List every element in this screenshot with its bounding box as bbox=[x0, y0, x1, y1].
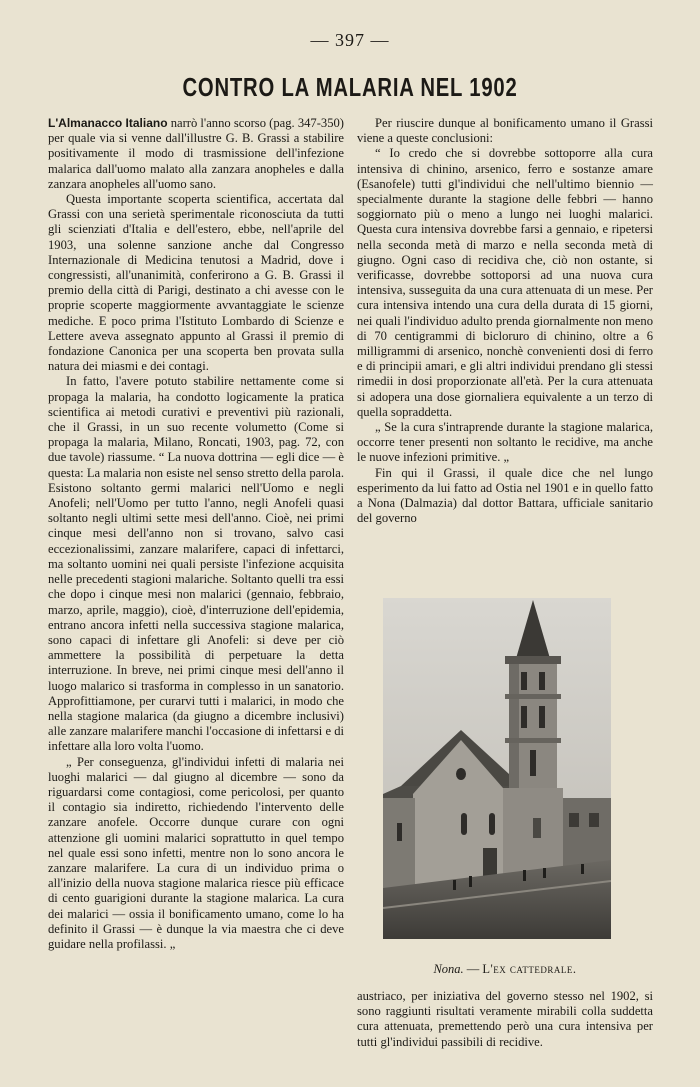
paragraph: Fin qui il Grassi, il quale dice che nel lungo esperimento da lui fatto ad Ostia nel 1901 e in quello fatto a Nona (Dalmazia) dal dottor Battara, ufficiale sanitario del governo bbox=[357, 465, 653, 526]
paragraph: Questa importante scoperta scientifica, accertata dal Grassi con una serietà sperimentale riconosciuta da tutti gli scienziati d'Italia e dell'estero, ebbe, nell'aprile del 1903, una solenne sanzione anche dal Congresso Internazionale di Medicina tenutosi a Madrid, dove i congressisti, all'unanimità, conferirono a G. B. Grassi il premio della città di Parigi, destinato a chi avesse con le proprie scoperte maggiormente avvantaggiate le scienze mediche. E poco prima l'Istituto Lombardo di Scienze e Lettere aveva assegnato appunto al Grassi il premio di fondazione Canonica per una scoperta ben provata sulla natura dei miasmi e dei contagi. bbox=[48, 192, 344, 374]
left-column bbox=[48, 116, 344, 952]
paragraph: L'Almanacco Italiano narrò l'anno scorso (pag. 347-350) per quale via si venne dall'illustre G. B. Grassi a stabilire positivamente il modo di trasmissione dell'infezione malarica dall'uomo malato alla zanzara anopheles e dalla zanzara anopheles all'uomo sano. bbox=[48, 116, 344, 191]
article-title: CONTRO LA MALARIA NEL 1902 bbox=[182, 72, 518, 102]
caption-place: Nona. bbox=[433, 962, 464, 976]
right-column-bottom bbox=[357, 989, 653, 1050]
page-number: — 397 — bbox=[310, 30, 390, 50]
paragraph: „ Se la cura s'intraprende durante la stagione malarica, occorre tener presenti non soltanto le recidive, ma anche le nuove infezioni primitive. „ bbox=[357, 420, 653, 465]
photo-caption bbox=[357, 962, 653, 977]
paragraph: In fatto, l'avere potuto stabilire nettamente come si propaga la malaria, ha condotto logicamente la pratica scientifica ai metodi curativi e preventivi più razionali, che il Grassi, in un suo recente volumetto (Come si propaga la malaria, Milano, Roncati, 1903, pag. 72, con due tavole) riassume. “ La nuova dottrina — egli dice — è questa: La malaria non esiste nel senso stretto della parola. Esistono soltanto germi malarici nell'Uomo e negli Anofeli; nell'Uomo per tutto l'anno, negli Anofeli quasi soltanto negli ultimi sette mesi dell'anno. Cioè, nei primi cinque mesi dell'anno non si trovano, salvo casi eccezionalissimi, zanzare malarifere, capaci di infettarci, ma soltanto uomini nei quali persiste l'infezione acquisita nelle precedenti stagioni malariche. Soltanto quelli tra essi che dopo i cinque mesi non malarici (gennaio, febbraio, marzo, aprile, maggio), cioè, d'interruzione dell'epidemia, entrano ancora infetti nella successiva stagione malarica, sono capaci di infettare gli Anofeli: si deve per ciò ammettere la possibilità di perpetuare la detta interruzione. In breve, nei primi cinque mesi dell'anno il luogo malarico si trasforma in complesso in un sanatorio. Approfittiamone, per curarvi tutti i malarici, in modo che nella stagione malarica (da giugno a dicembre inclusivi) alle zanzare malarifere manchi l'occasione di infettarsi e di infettare alla loro volta l'uomo. bbox=[48, 374, 344, 754]
paragraph: “ Io credo che si dovrebbe sottoporre alla cura intensiva di chinino, arsenico, ferro e sostanze amare (Esanofele) tutti gl'individui che nell'ultimo biennio — specialmente durante la stagione delle febbri — hanno soggiornato più o meno a lungo nei luoghi malarici. Questa cura intensiva dovrebbe farsi a gennaio, e ripetersi nella seconda metà di marzo e nella seconda metà di giugno. Ogni caso di recidiva che, ciò non ostante, si verificasse, dovrebbe sottoporsi ad una nuova cura intensiva, susseguita da una cura attenuata di un mese. Per cura intensiva intendo una cura della durata di 15 giorni, nei quali l'individuo adulto prenda giornalmente non meno di 70 centigrammi di bicloruro di chinino, oltre a 6 milligrammi di arsenico, nonchè convenienti dosi di ferro e di principii amari, e gli altri individui prendano gli stessi rimedii in dosi proporzionate all'età. Per la cura attenuata si adopera una dose giornaliera equivalente a un terzo di quella sopraddetta. bbox=[357, 146, 653, 419]
paragraph: Per riuscire dunque al bonificamento umano il Grassi viene a queste conclusioni: bbox=[357, 116, 653, 146]
cathedral-photo bbox=[383, 598, 611, 939]
lead-text: L'Almanacco Italiano bbox=[48, 116, 168, 130]
paragraph: „ Per conseguenza, gl'individui infetti di malaria nei luoghi malarici — dal giugno al dicembre — sono da riguardarsi come contagiosi, come pericolosi, per quanto il contagio sia indiretto, richiedendo l'intervento delle zanzare anofele. Occorre dunque curare con ogni attenzione gli uomini malarici soprattutto in quel tempo nel quale essi sono infetti, mentre non lo sono ancora le zanzare malarifere. La cura di un individuo prima o all'inizio della nuova stagione malarica riesce più efficace di cento guarigioni durante la stagione malarica. La cura dei malarici — ossia il bonificamento umano, come lo ha definito il Grassi — è dunque la via maestra che ci deve guidare nella profilassi. „ bbox=[48, 754, 344, 951]
right-column-top bbox=[357, 116, 653, 526]
caption-separator: — bbox=[463, 962, 483, 976]
paragraph: austriaco, per iniziativa del governo stesso nel 1902, si sono raggiunti risultati veramente mirabili colla suddetta cura attenuata, premettendo però una cura intensiva per tutti gl'individui passibili di recidive. bbox=[357, 989, 653, 1049]
caption-description: L'ex cattedrale. bbox=[482, 962, 577, 976]
